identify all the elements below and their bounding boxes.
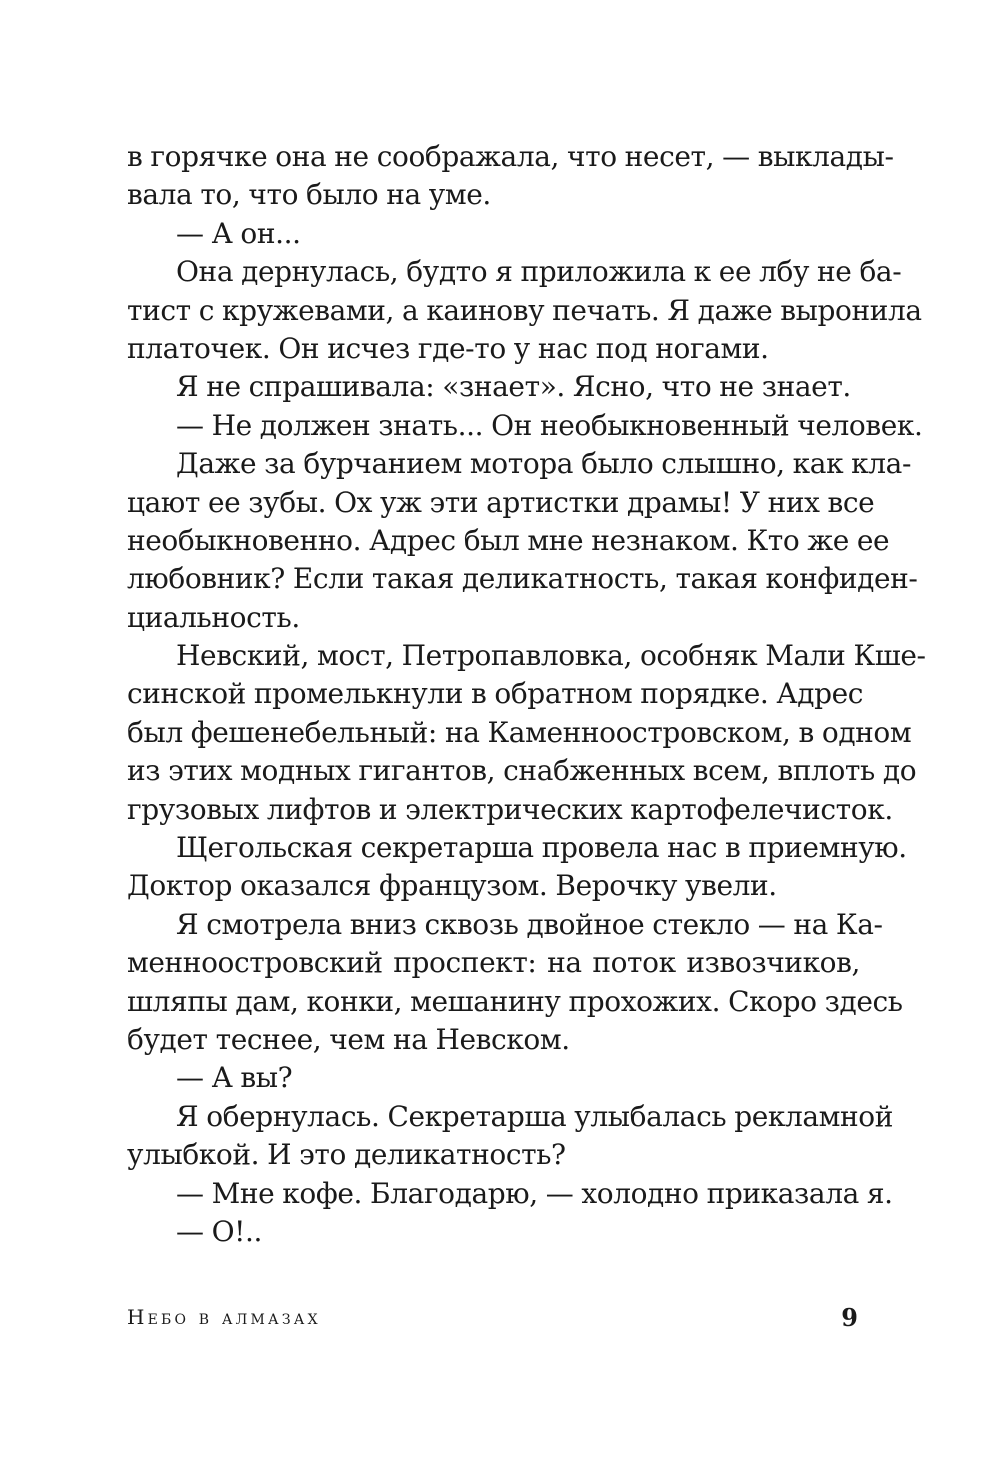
text-line: — А он... [176,216,301,250]
text-line: будет теснее, чем на Невском. [127,1022,570,1056]
text-line: улыбкой. И это деликатность? [127,1138,566,1172]
text-line: синской промелькнули в обратном порядке. Адрес [127,677,864,711]
text-line: Я смотрела вниз сквозь двойное стекло — на Ка- [176,907,883,941]
text-line: Она дернулась, будто я приложила к ее лбу не ба- [176,255,902,289]
text-line: — А вы? [176,1061,293,1095]
text-line: цают ее зубы. Ох уж эти артистки драмы! У них все [127,485,875,519]
text-line: — Мне кофе. Благодарю, — холодно приказала я. [176,1176,893,1210]
text-line: — О!.. [176,1214,263,1248]
text-line: Невский, мост, Петропавловка, особняк Мали Кше- [176,639,926,673]
running-title: Небо в алмазах [127,1305,321,1329]
text-line: необыкновенно. Адрес был мне незнаком. Кто же ее [127,523,890,557]
text-line: Щегольская секретарша провела нас в приемную. [176,831,907,865]
page-number: 9 [841,1303,858,1332]
text-line: грузовых лифтов и электрических картофелечисток. [127,792,893,826]
text-line: шляпы дам, конки, мешанину прохожих. Скоро здесь [127,984,903,1018]
text-line: в горячке она не соображала, что несет, — выклады- [127,140,894,173]
body-text [127,138,926,1251]
text-line: вала то, что было на уме. [127,178,491,212]
text-line: платочек. Он исчез где-то у нас под ногами. [127,331,769,365]
text-line: менноостровский проспект: на поток извозчиков, [127,946,860,980]
text-line: Даже за бурчанием мотора было слышно, как кла- [176,447,912,481]
text-line: — Не должен знать... Он необыкновенный человек. [176,408,923,442]
text-line: Я обернулась. Секретарша улыбалась рекламной [176,1099,894,1133]
text-line: из этих модных гигантов, снабженных всем, вплоть до [127,754,917,788]
text-line: Я не спрашивала: «знает». Ясно, что не знает. [176,370,851,404]
text-line: циальность. [127,600,300,634]
text-line: тист с кружевами, а каинову печать. Я даже выронила [127,293,922,327]
text-line: был фешенебельный: на Каменноостровском, в одном [127,715,912,749]
text-line: Доктор оказался французом. Верочку увели. [127,869,777,903]
text-line: любовник? Если такая деликатность, такая конфиден- [127,562,918,596]
